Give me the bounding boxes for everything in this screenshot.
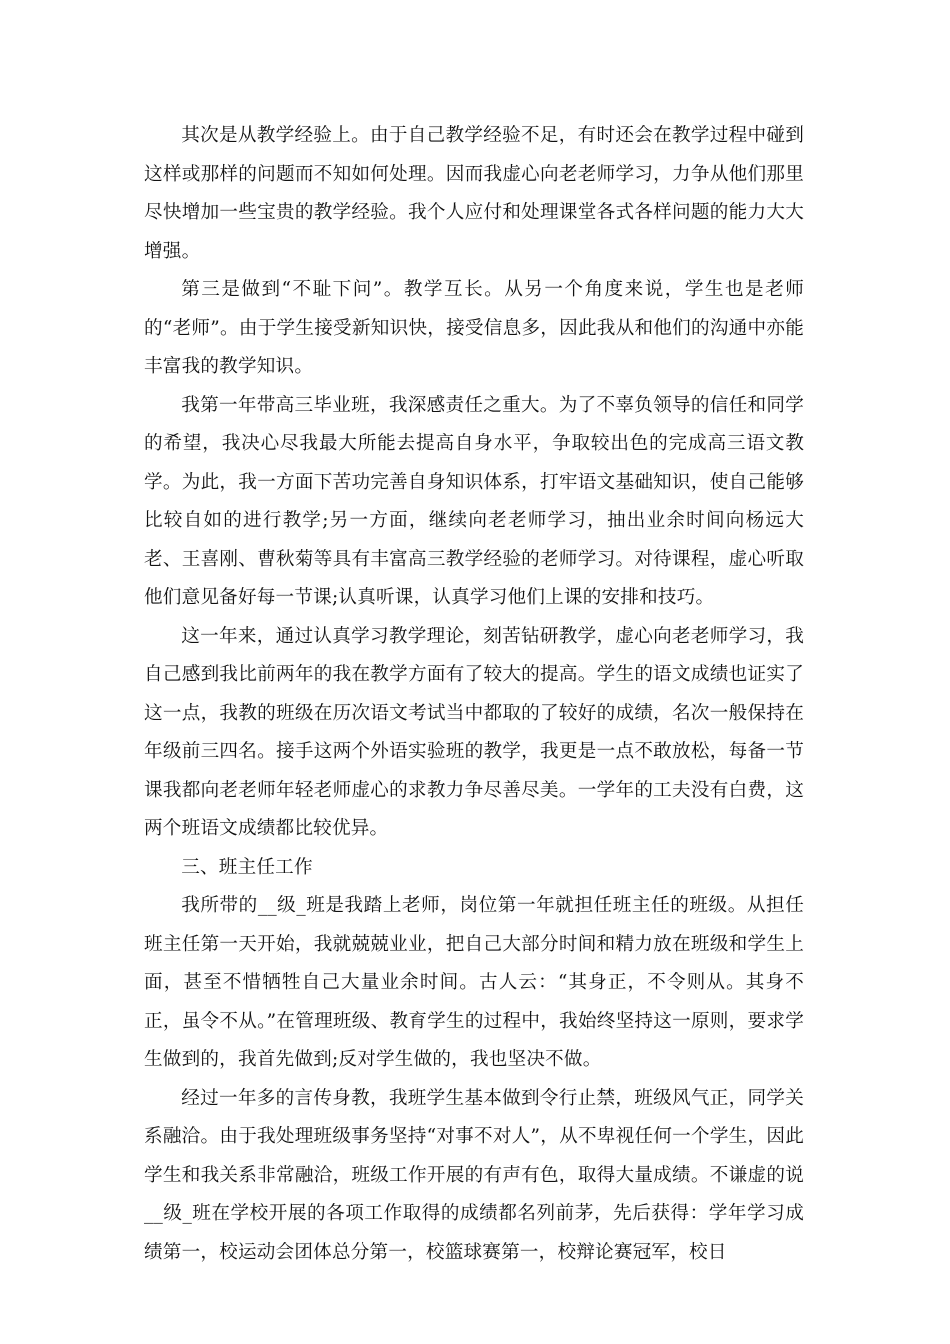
document-body: [144, 117, 804, 1272]
paragraph-class-teacher-duty: 我所带的__级_班是我踏上老师，岗位第一年就担任班主任的班级。从担任班主任第一天开始，我就兢兢业业，把自己大部分时间和精力放在班级和学生上面，甚至不惜牺牲自己大量业余时间。古人云：“其身正，不令则从。其身不正，虽令不从。”在管理班级、教育学生的过程中，我始终坚持这一原则，要求学生做到的，我首先做到;反对学生做的，我也坚决不做。: [144, 895, 804, 1070]
paragraph-teaching-experience: 其次是从教学经验上。由于自己教学经验不足，有时还会在教学过程中碰到这样或那样的问题而不知如何处理。因而我虚心向老老师学习，力争从他们那里尽快增加一些宝贵的教学经验。我个人应付和处理课堂各式各样问题的能力大大增强。: [144, 125, 804, 262]
paragraph-learn-from-students: 第三是做到“不耻下问”。教学互长。从另一个角度来说，学生也是老师的“老师”。由于学生接受新知识快，接受信息多，因此我从和他们的沟通中亦能丰富我的教学知识。: [144, 279, 804, 377]
paragraph-senior-class: 我第一年带高三毕业班，我深感责任之重大。为了不辜负领导的信任和同学的希望，我决心尽我最大所能去提高自身水平，争取较出色的完成高三语文教学。为此，我一方面下苦功完善自身知识体系，打牢语文基础知识，使自己能够比较自如的进行教学;另一方面，继续向老老师学习，抽出业余时间向杨远大老、王喜刚、曹秋菊等具有丰富高三教学经验的老师学习。对待课程，虚心听取他们意见备好每一节课;认真听课，认真学习他们上课的安排和技巧。: [144, 394, 804, 608]
section-heading-class-teacher: 三、班主任工作: [181, 856, 313, 878]
paragraph-year-summary: 这一年来，通过认真学习教学理论，刻苦钻研教学，虚心向老老师学习，我自己感到我比前两年的我在教学方面有了较大的提高。学生的语文成绩也证实了这一点，我教的班级在历次语文考试当中都取的了较好的成绩，名次一般保持在年级前三四名。接手这两个外语实验班的教学，我更是一点不敢放松，每备一节课我都向老老师年轻老师虚心的求教力争尽善尽美。一学年的工夫没有白费，这两个班语文成绩都比较优异。: [144, 625, 804, 839]
paragraph-class-achievements: 经过一年多的言传身教，我班学生基本做到令行止禁，班级风气正，同学关系融洽。由于我处理班级事务坚持“对事不对人”，从不卑视任何一个学生，因此学生和我关系非常融洽，班级工作开展的有声有色，取得大量成绩。不谦虚的说__级_班在学校开展的各项工作取得的成绩都名列前茅，先后获得：学年学习成绩第一，校运动会团体总分第一，校篮球赛第一，校辩论赛冠军，校日: [144, 1087, 804, 1263]
